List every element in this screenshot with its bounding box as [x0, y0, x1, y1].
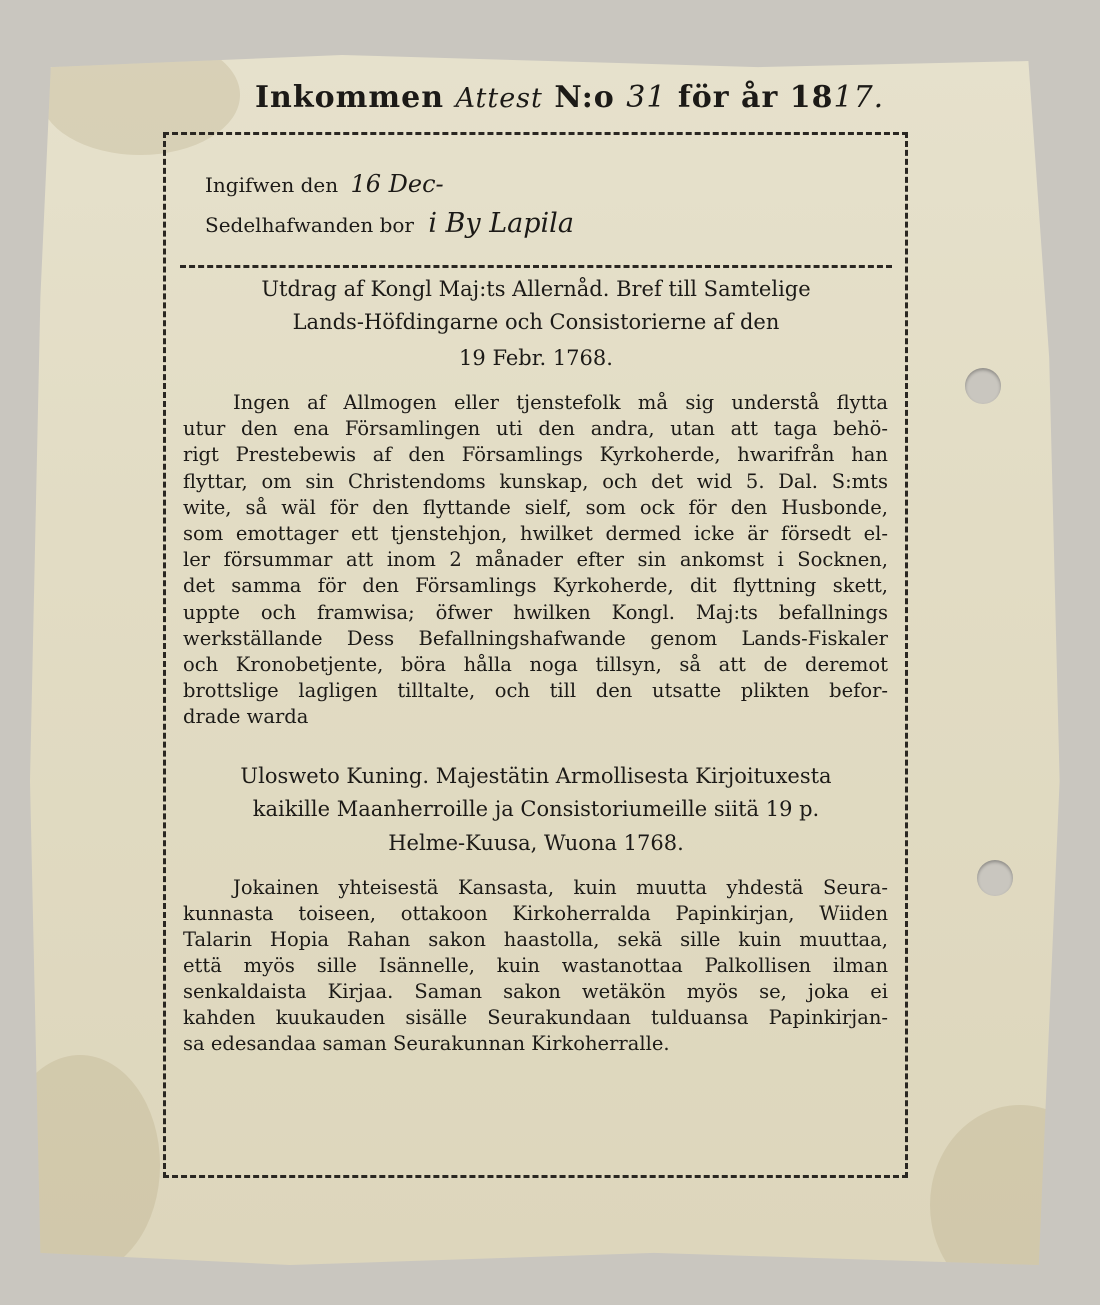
- swedish-body-line: utur den ena Församlingen uti den andra, utan att taga behö-: [183, 417, 888, 441]
- swedish-body-line: wite, så wäl för den flyttande sielf, som ock för den Husbonde,: [183, 495, 888, 519]
- frame-separator: [180, 265, 892, 268]
- swedish-body-line: drade warda: [183, 705, 309, 729]
- swedish-body-line: brottslige lagligen tilltalte, och till den utsatte plikten befor-: [183, 679, 888, 703]
- finnish-body-line: Jokainen yhteisestä Kansasta, kuin muutta yhdestä Seura-: [233, 876, 888, 899]
- finnish-body-line: että myös sille Isännelle, kuin wastanottaa Palkollisen ilman: [183, 954, 888, 977]
- finnish-body-line: Talarin Hopia Rahan sakon haastolla, sekä sille kuin muuttaa,: [183, 928, 888, 951]
- heading-handwritten-year: 17.: [833, 80, 885, 115]
- finnish-title-line-2: kaikille Maanherroille ja Consistoriumeille siitä 19 p.: [252, 797, 820, 821]
- swedish-body-line: som emottager ett tjenstehjon, hwilket dermed icke är försedt el-: [183, 521, 888, 545]
- heading-handwritten-attest: Attest: [455, 83, 543, 114]
- sedelhafwanden-label: Sedelhafwanden bor: [205, 213, 414, 237]
- finnish-body: [183, 876, 888, 1058]
- heading-handwritten-number: 31: [626, 80, 667, 115]
- finnish-body-line: sa edesandaa saman Seurakunnan Kirkoherralle.: [183, 1032, 670, 1055]
- document-heading: [255, 80, 884, 115]
- ingifwen-label: Ingifwen den: [205, 173, 339, 197]
- sedelhafwanden-row: [205, 208, 574, 239]
- swedish-body-line: uppte och framwisa; öfwer hwilken Kongl. Maj:ts befallnings: [183, 600, 888, 624]
- punch-hole: [977, 860, 1013, 896]
- swedish-body-line: ler försummar att inom 2 månader efter sin ankomst i Socknen,: [183, 548, 888, 572]
- ingifwen-row: [205, 170, 444, 198]
- swedish-title-line-1: Utdrag af Kongl Maj:ts Allernåd. Bref till Samtelige: [261, 277, 811, 301]
- paper-stain: [0, 1055, 160, 1275]
- finnish-title-line-3: Helme-Kuusa, Wuona 1768.: [388, 831, 684, 855]
- heading-printed-inkommen: Inkommen: [255, 80, 445, 115]
- swedish-body-line: werkställande Dess Befallningshafwande genom Lands-Fiskaler: [183, 626, 888, 650]
- finnish-title-line-1: Ulosweto Kuning. Majestätin Armollisesta Kirjoituxesta: [240, 764, 832, 788]
- paper-stain: [930, 1105, 1100, 1305]
- punch-hole: [965, 368, 1001, 404]
- swedish-body-line: flyttar, om sin Christendoms kunskap, och det wid 5. Dal. S:mts: [183, 469, 888, 493]
- finnish-body-line: kahden kuukauden sisälle Seurakundaan tulduansa Papinkirjan-: [183, 1006, 888, 1029]
- swedish-body-line: och Kronobetjente, böra hålla noga tillsyn, så att de deremot: [183, 652, 888, 676]
- swedish-body-line: rigt Prestebewis af den Församlings Kyrkoherde, hwarifrån han: [183, 443, 888, 467]
- finnish-body-line: senkaldaista Kirjaa. Saman sakon wetäkön myös se, joka ei: [183, 980, 888, 1003]
- swedish-title-line-3: 19 Febr. 1768.: [459, 346, 613, 370]
- finnish-body-line: kunnasta toiseen, ottakoon Kirkoherralda Papinkirjan, Wiiden: [183, 902, 888, 925]
- swedish-body-line: Ingen af Allmogen eller tjenstefolk må sig understå flytta: [233, 391, 888, 414]
- ingifwen-value: 16 Dec-: [350, 170, 444, 198]
- swedish-title-line-2: Lands-Höfdingarne och Consistorierne af den: [292, 310, 780, 334]
- swedish-body: [183, 391, 888, 731]
- sedelhafwanden-value: i By Lapila: [428, 208, 574, 239]
- heading-printed-no: N:o: [554, 80, 615, 115]
- heading-printed-year-prefix: för år 18: [677, 80, 834, 115]
- swedish-body-line: det samma för den Församlings Kyrkoherde, dit flyttning skett,: [183, 574, 888, 598]
